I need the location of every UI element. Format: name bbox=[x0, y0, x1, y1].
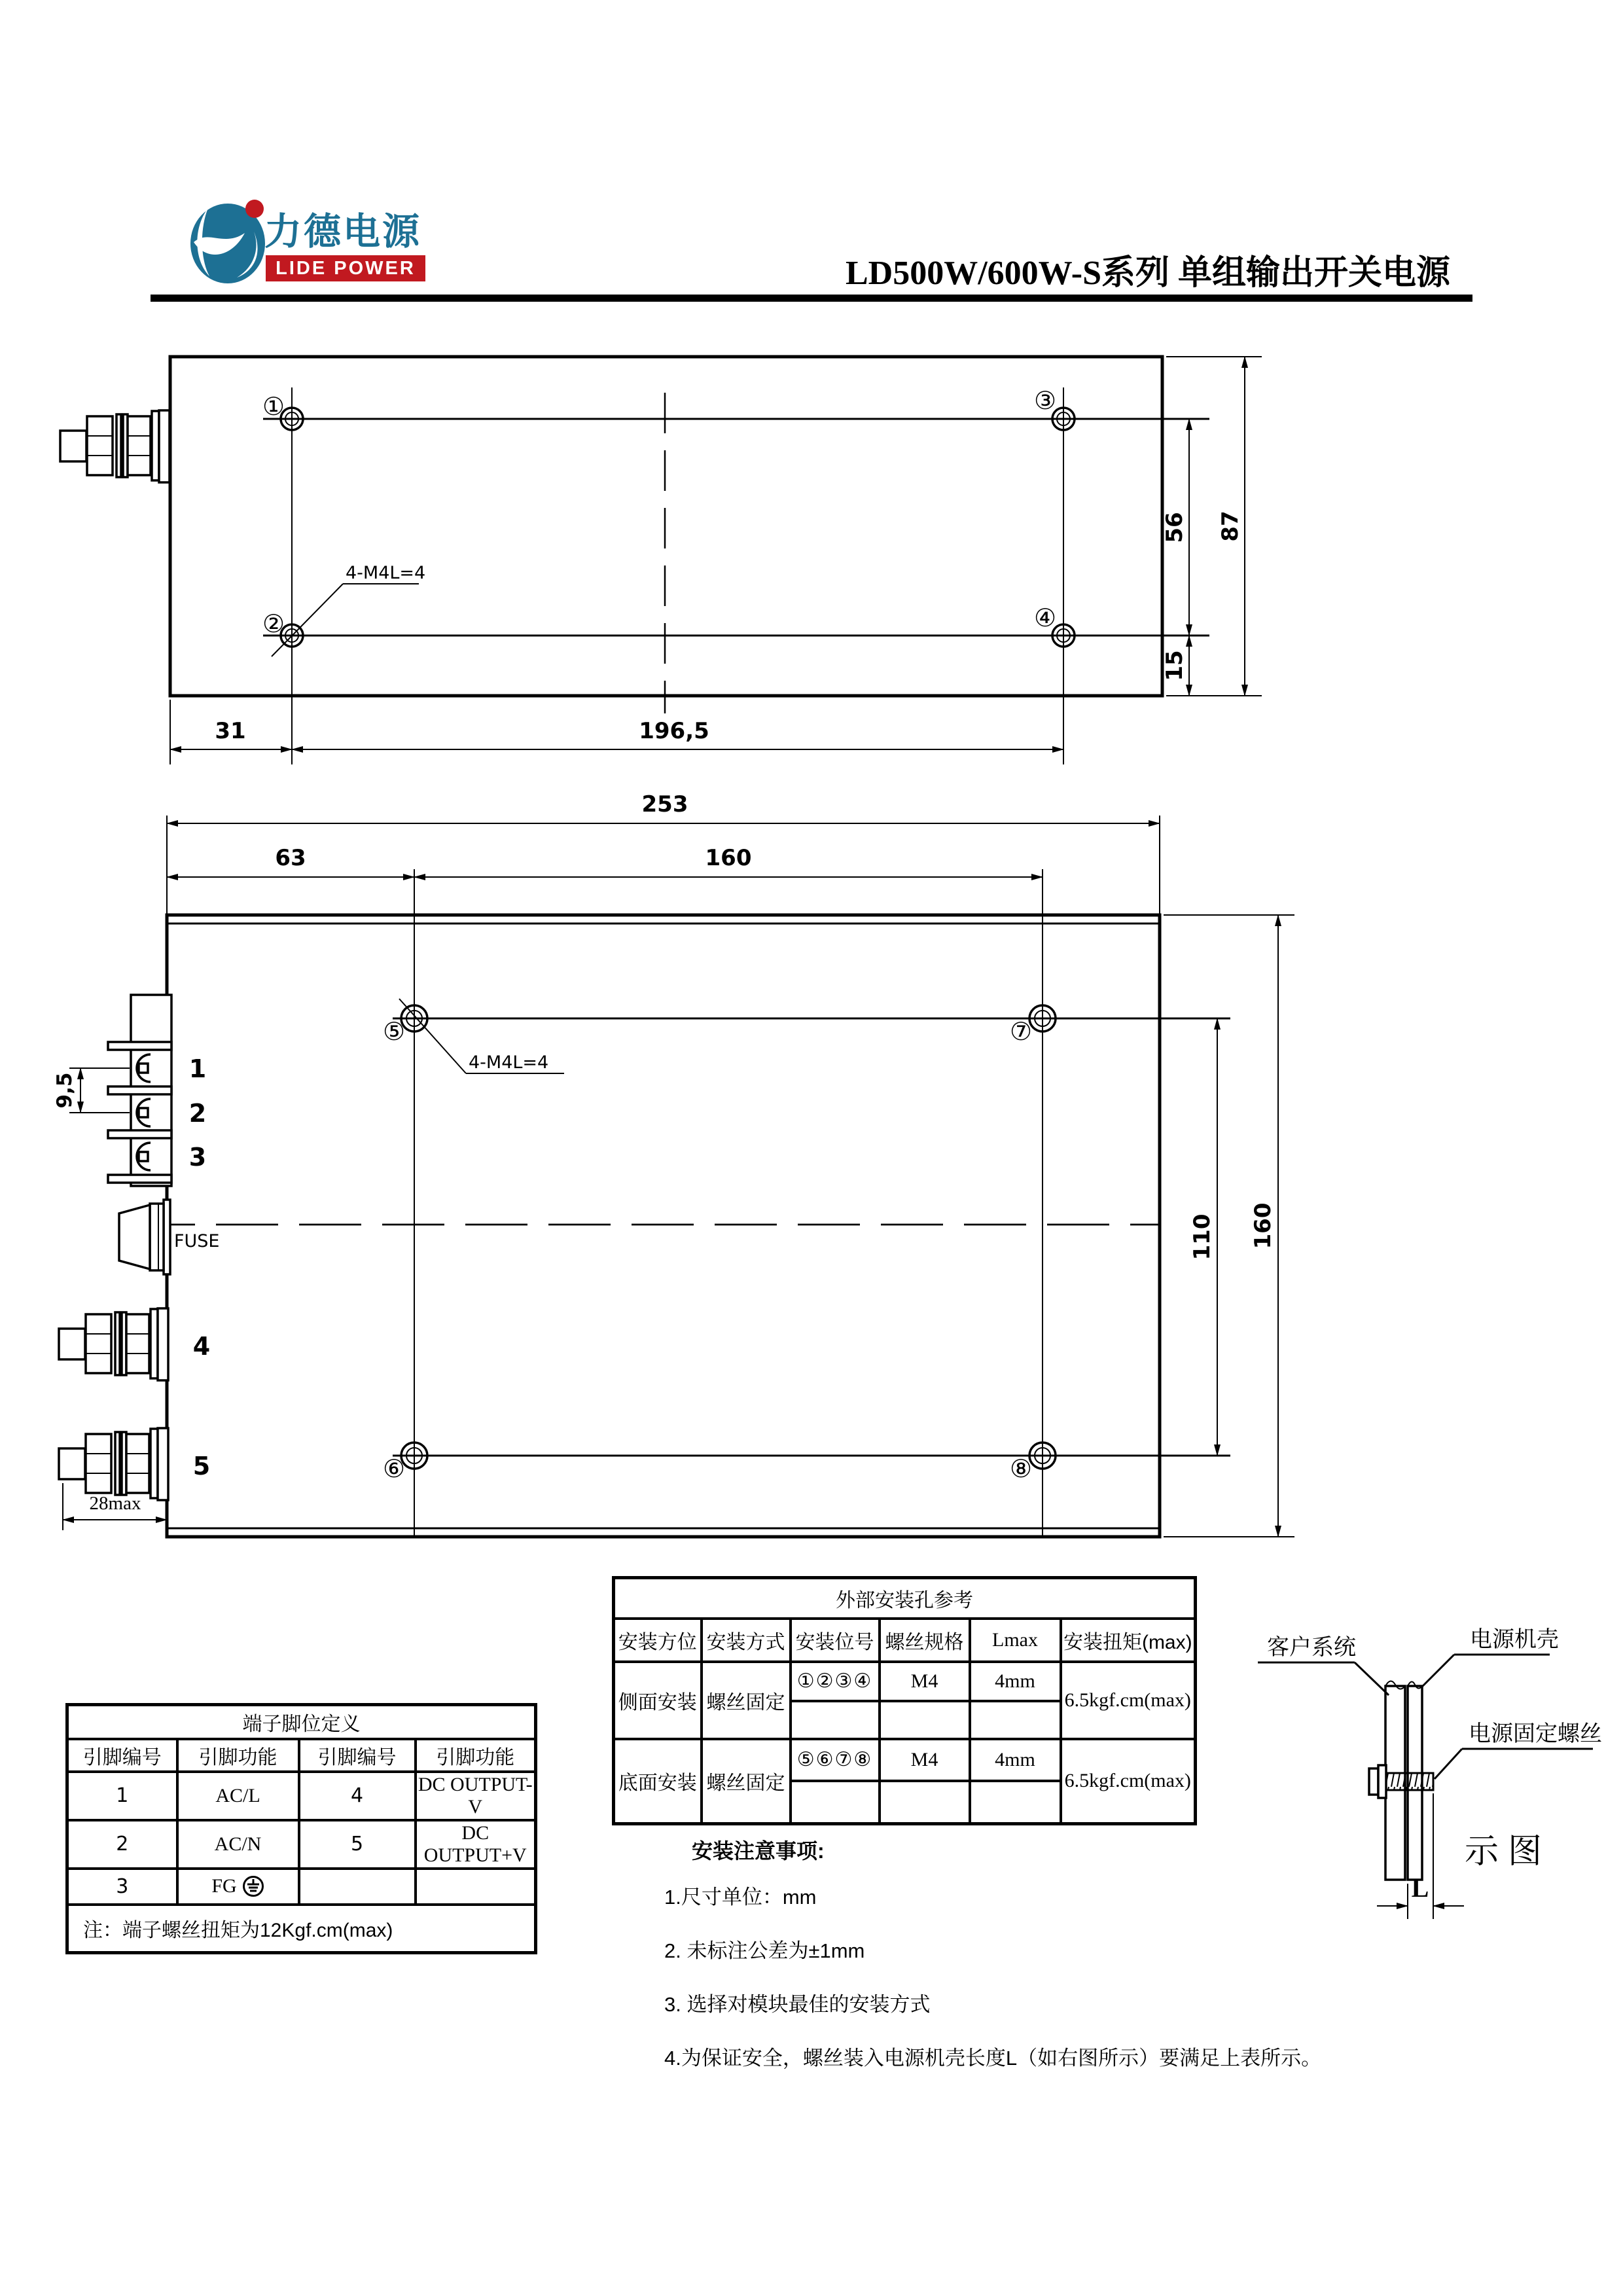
bottom-view-drawing bbox=[53, 791, 1294, 1537]
customer-system-label: 客户系统 bbox=[1267, 1635, 1356, 1660]
screw-spec: M4 bbox=[880, 1662, 970, 1701]
pin-table-row bbox=[67, 1772, 536, 1820]
mount-table-header: 螺丝规格 bbox=[880, 1619, 970, 1662]
hole-label-8: ⑧ bbox=[1009, 1454, 1033, 1483]
mount-table-header: 安装方式 bbox=[702, 1619, 791, 1662]
mount-method: 螺丝固定 bbox=[702, 1739, 791, 1824]
pin-number: 2 bbox=[67, 1820, 177, 1869]
hole-label-7: ⑦ bbox=[1009, 1017, 1033, 1046]
mount-table-header: 安装方位 bbox=[614, 1619, 702, 1662]
screw-spec: M4 bbox=[880, 1739, 970, 1781]
pin-label-1: 1 bbox=[188, 1054, 207, 1083]
pin-label-4: 4 bbox=[192, 1332, 211, 1361]
pin-function: AC/N bbox=[177, 1820, 299, 1869]
screw-spec-note-top: 4-M4L=4 bbox=[346, 563, 426, 583]
pin-label-5: 5 bbox=[192, 1452, 211, 1480]
pin-table-row bbox=[67, 1869, 536, 1905]
dim-110: 110 bbox=[1189, 1213, 1215, 1261]
dim-9-5: 9,5 bbox=[53, 1072, 77, 1109]
mount-torque: 6.5kgf.cm(max) bbox=[1061, 1739, 1196, 1824]
dim-31: 31 bbox=[215, 718, 246, 744]
dim-160-top: 160 bbox=[705, 845, 752, 871]
mount-holes: ⑤⑥⑦⑧ bbox=[791, 1739, 880, 1781]
pin-number: 3 bbox=[67, 1869, 177, 1905]
output-connector-4 bbox=[59, 1308, 168, 1380]
length-L-label: L bbox=[1411, 1873, 1429, 1903]
pin-number: 1 bbox=[67, 1772, 177, 1820]
fuse-holder bbox=[119, 1200, 170, 1274]
note-item: 1.尺寸单位：mm bbox=[664, 1886, 817, 1909]
dim-63: 63 bbox=[275, 845, 306, 871]
pin-table-header: 引脚编号 bbox=[67, 1739, 177, 1772]
dim-87: 87 bbox=[1217, 511, 1243, 542]
earth-ground-icon bbox=[242, 1875, 264, 1897]
dim-15: 15 bbox=[1162, 650, 1188, 681]
brand-name-en: LIDE POWER bbox=[276, 257, 416, 279]
installation-notes bbox=[664, 1831, 1456, 2085]
hole-label-5: ⑤ bbox=[382, 1017, 406, 1046]
pin-number: 5 bbox=[299, 1820, 416, 1869]
lmax-value: 4mm bbox=[970, 1739, 1061, 1781]
pin-function: DC OUTPUT+V bbox=[416, 1820, 536, 1869]
dim-253: 253 bbox=[641, 791, 688, 817]
lmax-value: 4mm bbox=[970, 1662, 1061, 1701]
mount-position: 底面安装 bbox=[614, 1739, 702, 1824]
pin-label-2: 2 bbox=[188, 1099, 207, 1128]
hole-label-4: ④ bbox=[1033, 603, 1057, 632]
note-item: 3. 选择对模块最佳的安装方式 bbox=[664, 1993, 931, 2016]
pin-table-header: 引脚功能 bbox=[177, 1739, 299, 1772]
pin-function: DC OUTPUT-V bbox=[416, 1772, 536, 1820]
mounting-hole-table bbox=[612, 1576, 1197, 1825]
mount-table-header: 安装扭矩(max) bbox=[1061, 1619, 1196, 1662]
pin-table-row bbox=[67, 1820, 536, 1869]
power-case-label: 电源机壳 bbox=[1470, 1627, 1559, 1652]
notes-heading: 安装注意事项: bbox=[692, 1839, 825, 1863]
pin-number: 4 bbox=[299, 1772, 416, 1820]
fuse-label: FUSE bbox=[174, 1231, 220, 1251]
pin-label-3: 3 bbox=[188, 1143, 207, 1172]
pin-table-header: 引脚功能 bbox=[416, 1739, 536, 1772]
fixing-screw-label: 电源固定螺丝 bbox=[1469, 1721, 1602, 1746]
screw-spec-note-bottom: 4-M4L=4 bbox=[469, 1052, 549, 1073]
hole-label-6: ⑥ bbox=[382, 1454, 406, 1483]
pin-function: FG bbox=[211, 1875, 237, 1897]
pin-table-title: 端子脚位定义 bbox=[67, 1705, 536, 1739]
mount-method: 螺丝固定 bbox=[702, 1662, 791, 1739]
mount-position: 侧面安装 bbox=[614, 1662, 702, 1739]
hole-label-2: ② bbox=[262, 609, 285, 638]
dim-196-5: 196,5 bbox=[639, 718, 709, 744]
mount-holes: ①②③④ bbox=[791, 1662, 880, 1701]
mount-table-header: Lmax bbox=[970, 1619, 1061, 1662]
pin-table-note: 注：端子螺丝扭矩为12Kgf.cm(max) bbox=[67, 1905, 536, 1953]
ac-terminal-block bbox=[108, 995, 171, 1186]
page-title: LD500W/600W-S系列 单组输出开关电源 bbox=[846, 255, 1450, 292]
pin-table-header: 引脚编号 bbox=[299, 1739, 416, 1772]
note-item: 4.为保证安全，螺丝装入电源机壳长度L（如右图所示）要满足上表所示。 bbox=[664, 2047, 1322, 2070]
note-item: 2. 未标注公差为±1mm bbox=[664, 1939, 865, 1962]
brand-name-cn: 力德电源 bbox=[264, 211, 421, 253]
pin-function: AC/L bbox=[177, 1772, 299, 1820]
hole-label-1: ① bbox=[262, 392, 285, 421]
mount-table-title: 外部安装孔参考 bbox=[614, 1578, 1196, 1619]
side-view-drawing bbox=[60, 357, 1262, 764]
mount-table-row bbox=[614, 1662, 1196, 1701]
mount-table-row bbox=[614, 1739, 1196, 1781]
input-connector bbox=[60, 410, 169, 482]
pin-definition-table bbox=[65, 1703, 537, 1954]
mount-torque: 6.5kgf.cm(max) bbox=[1061, 1662, 1196, 1739]
diagram-caption: 示图 bbox=[1465, 1833, 1552, 1871]
mount-table-header: 安装位号 bbox=[791, 1619, 880, 1662]
hole-label-3: ③ bbox=[1033, 386, 1057, 415]
dim-160-right: 160 bbox=[1250, 1202, 1276, 1249]
dim-28max: 28max bbox=[89, 1493, 141, 1514]
output-connector-5 bbox=[59, 1428, 168, 1500]
pin-number bbox=[299, 1869, 416, 1905]
dim-56: 56 bbox=[1162, 512, 1188, 543]
pin-function bbox=[416, 1869, 536, 1905]
